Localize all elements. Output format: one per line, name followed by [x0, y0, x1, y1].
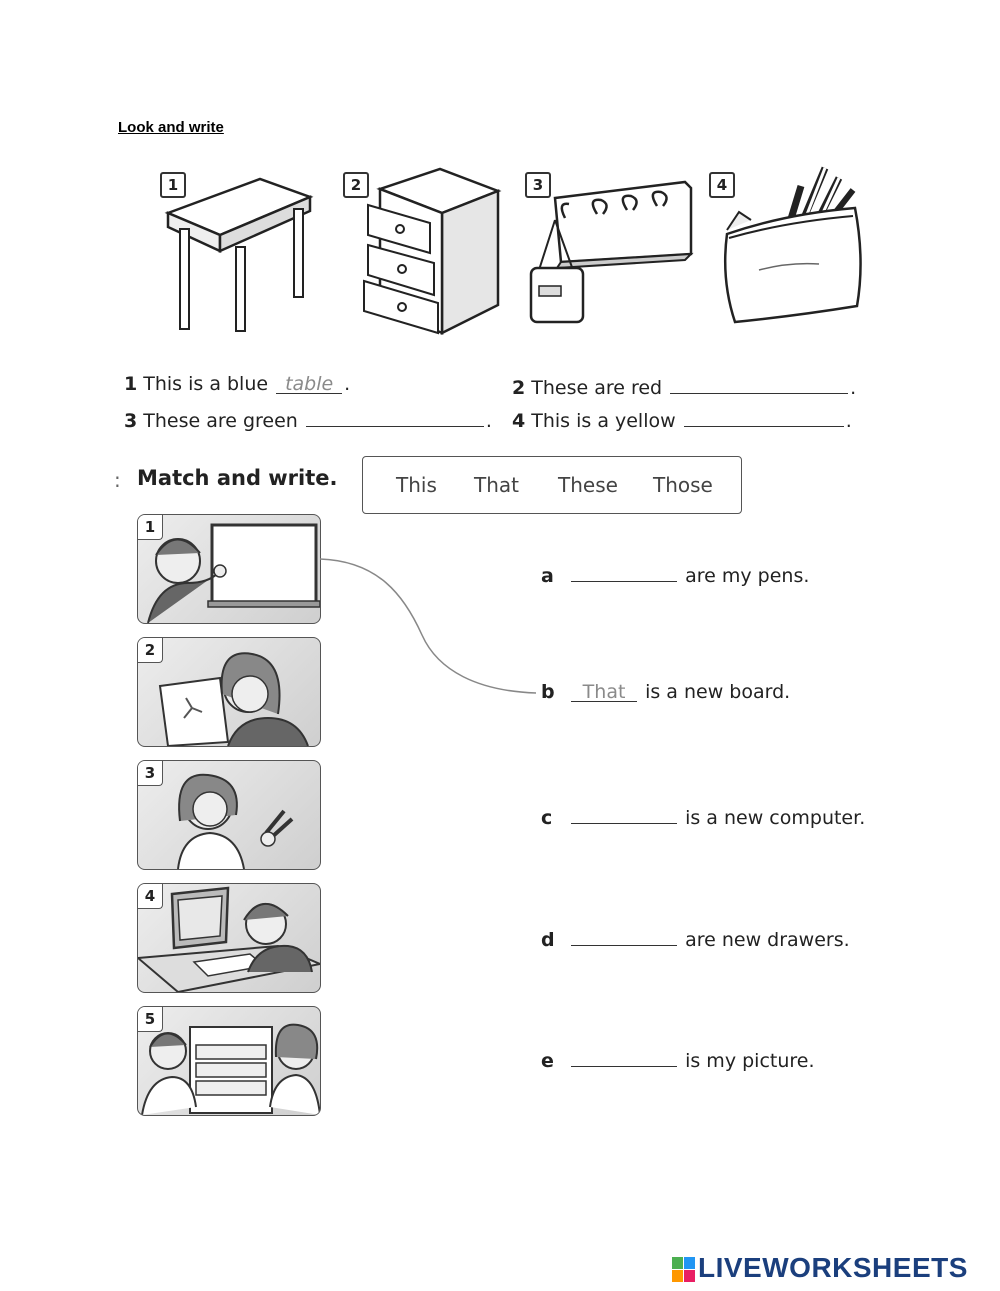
sentence-number: 4 — [512, 410, 526, 432]
sentence-end: . — [845, 410, 852, 432]
picture-panel-2[interactable] — [137, 637, 321, 747]
panel-number: 5 — [138, 1007, 163, 1032]
panel-number: 2 — [138, 638, 163, 663]
sentence-end: . — [485, 410, 492, 432]
picture-panel-4[interactable] — [137, 883, 321, 993]
look-write-sentence-1 — [124, 373, 350, 395]
answer-blank[interactable] — [571, 1046, 677, 1067]
look-write-sentence-2 — [512, 373, 856, 399]
boy-computer-picture — [138, 884, 320, 992]
picture-panel-5[interactable] — [137, 1006, 321, 1116]
sentence-end: . — [344, 373, 351, 395]
picture-number: 3 — [525, 172, 551, 198]
section-title-look-and-write: Look and write — [118, 119, 224, 136]
answer-blank[interactable] — [571, 681, 637, 702]
sentence-text: These are green — [143, 410, 298, 432]
look-write-sentence-4 — [512, 406, 852, 432]
answer-blank[interactable] — [571, 561, 677, 582]
coat-hooks-picture — [525, 178, 695, 328]
match-sentence-a — [541, 561, 809, 587]
answer-blank[interactable] — [306, 406, 484, 427]
boy-board-picture — [138, 515, 320, 623]
picture-number: 2 — [343, 172, 369, 198]
picture-panel-1[interactable] — [137, 514, 321, 624]
girl-pens-picture — [138, 761, 320, 869]
sentence-text: This is a yellow — [531, 410, 676, 432]
liveworksheets-logo-icon — [672, 1257, 696, 1283]
table-picture — [160, 175, 320, 335]
kids-drawers-picture — [138, 1007, 320, 1115]
word-bank — [362, 456, 742, 514]
pencil-case-picture — [715, 160, 865, 328]
answer-blank[interactable] — [571, 925, 677, 946]
picture-number: 4 — [709, 172, 735, 198]
answer-blank[interactable] — [670, 373, 848, 394]
sentence-letter: e — [541, 1050, 554, 1072]
liveworksheets-logo-text: LIVEWORKSHEETS — [698, 1252, 968, 1283]
sentence-text: is my picture. — [685, 1050, 815, 1072]
sentence-text: are new drawers. — [685, 929, 850, 951]
girl-picture-picture — [138, 638, 320, 746]
panel-number: 4 — [138, 884, 163, 909]
answer-text: That — [582, 681, 626, 703]
sentence-number: 3 — [124, 410, 138, 432]
match-line — [318, 555, 540, 700]
sentence-text: This is a blue — [143, 373, 269, 395]
sentence-text: is a new computer. — [685, 807, 866, 829]
panel-number: 3 — [138, 761, 163, 786]
answer-blank[interactable] — [276, 373, 342, 394]
sentence-text: is a new board. — [645, 681, 791, 703]
picture-number: 1 — [160, 172, 186, 198]
drawers-picture — [360, 165, 505, 340]
sentence-text: are my pens. — [685, 565, 810, 587]
look-write-sentence-3 — [124, 406, 492, 432]
match-sentence-c — [541, 803, 865, 829]
match-sentence-b — [541, 681, 790, 703]
word-bank-item[interactable]: That — [474, 473, 519, 497]
match-sentence-e — [541, 1046, 815, 1072]
answer-blank[interactable] — [684, 406, 844, 427]
sentence-number: 1 — [124, 373, 138, 395]
sentence-letter: d — [541, 929, 555, 951]
sentence-letter: c — [541, 807, 553, 829]
answer-blank[interactable] — [571, 803, 677, 824]
word-bank-item[interactable]: Those — [653, 473, 713, 497]
word-bank-item[interactable]: These — [558, 473, 618, 497]
sentence-text: These are red — [531, 377, 663, 399]
answer-text: table — [285, 373, 334, 395]
match-sentence-d — [541, 925, 850, 951]
word-bank-item[interactable]: This — [396, 473, 437, 497]
sentence-letter: b — [541, 681, 555, 703]
panel-number: 1 — [138, 515, 163, 540]
sentence-end: . — [850, 377, 857, 399]
sentence-letter: a — [541, 565, 554, 587]
section-title-match-and-write: Match and write. — [137, 466, 338, 490]
sentence-number: 2 — [512, 377, 526, 399]
section-prefix: : — [114, 468, 121, 492]
picture-panel-3[interactable] — [137, 760, 321, 870]
